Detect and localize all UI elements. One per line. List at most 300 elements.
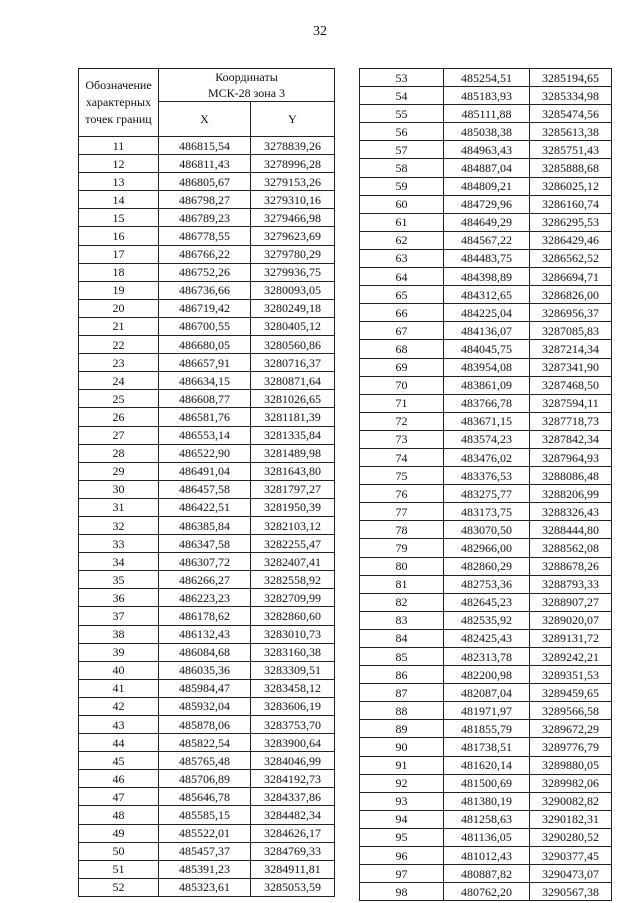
y-coordinate-cell: 3280560,86 (251, 336, 335, 354)
y-coordinate-cell: 3287214,34 (530, 340, 612, 358)
y-coordinate-cell: 3282255,47 (251, 535, 335, 553)
y-coordinate-cell: 3279310,16 (251, 191, 335, 209)
point-number-cell: 14 (79, 191, 159, 209)
x-coordinate-cell: 481855,79 (444, 720, 530, 738)
point-number-cell: 54 (360, 87, 444, 105)
table-row (79, 571, 335, 589)
x-coordinate-cell: 483376,53 (444, 467, 530, 485)
table-row (79, 281, 335, 299)
point-number-cell: 57 (360, 141, 444, 159)
point-number-cell: 22 (79, 336, 159, 354)
x-coordinate-cell: 486634,15 (159, 372, 251, 390)
x-coordinate-cell: 480762,20 (444, 883, 530, 901)
y-coordinate-cell: 3280405,12 (251, 317, 335, 335)
table-row (360, 123, 612, 141)
y-coordinate-cell: 3285888,68 (530, 159, 612, 177)
x-coordinate-cell: 484136,07 (444, 322, 530, 340)
y-coordinate-cell: 3285474,56 (530, 105, 612, 123)
point-number-cell: 95 (360, 828, 444, 846)
x-coordinate-cell: 484045,75 (444, 340, 530, 358)
x-coordinate-cell: 486084,68 (159, 643, 251, 661)
right-table-body (360, 69, 612, 901)
x-coordinate-cell: 484887,04 (444, 159, 530, 177)
table-row (360, 376, 612, 394)
table-row (360, 485, 612, 503)
point-number-cell: 77 (360, 503, 444, 521)
x-coordinate-cell: 485706,89 (159, 770, 251, 788)
y-coordinate-cell: 3287718,73 (530, 412, 612, 430)
point-number-cell: 42 (79, 697, 159, 715)
x-coordinate-cell: 483954,08 (444, 358, 530, 376)
point-number-cell: 94 (360, 810, 444, 828)
coordinate-system-label: МСК-28 зона 3 (207, 86, 286, 100)
x-coordinate-cell: 485254,51 (444, 69, 530, 87)
x-coordinate-cell: 484729,96 (444, 195, 530, 213)
y-coordinate-cell: 3284769,33 (251, 842, 335, 860)
point-number-cell: 51 (79, 860, 159, 878)
table-row (360, 105, 612, 123)
point-number-cell: 18 (79, 263, 159, 281)
x-coordinate-cell: 486798,27 (159, 191, 251, 209)
point-number-cell: 60 (360, 195, 444, 213)
y-coordinate-cell: 3281026,65 (251, 390, 335, 408)
point-number-cell: 89 (360, 720, 444, 738)
x-coordinate-cell: 483861,09 (444, 376, 530, 394)
x-coordinate-cell: 483173,75 (444, 503, 530, 521)
y-coordinate-cell: 3289459,65 (530, 684, 612, 702)
point-number-cell: 29 (79, 462, 159, 480)
x-coordinate-cell: 485038,38 (444, 123, 530, 141)
table-row (360, 304, 612, 322)
table-row (79, 137, 335, 155)
point-number-cell: 69 (360, 358, 444, 376)
point-number-cell: 17 (79, 245, 159, 263)
table-row (79, 553, 335, 571)
x-coordinate-cell: 486422,51 (159, 498, 251, 516)
x-coordinate-cell: 485765,48 (159, 752, 251, 770)
point-number-cell: 71 (360, 394, 444, 412)
x-header: X (159, 102, 251, 137)
y-coordinate-cell: 3282709,99 (251, 589, 335, 607)
x-coordinate-cell: 481012,43 (444, 847, 530, 865)
table-row (360, 340, 612, 358)
x-coordinate-cell: 486457,58 (159, 480, 251, 498)
y-coordinate-cell: 3280249,18 (251, 299, 335, 317)
point-number-cell: 46 (79, 770, 159, 788)
x-coordinate-cell: 482200,98 (444, 666, 530, 684)
table-row (79, 643, 335, 661)
y-coordinate-cell: 3285194,65 (530, 69, 612, 87)
y-coordinate-cell: 3290082,82 (530, 792, 612, 810)
point-number-cell: 47 (79, 788, 159, 806)
table-row (79, 263, 335, 281)
x-coordinate-cell: 485585,15 (159, 806, 251, 824)
y-coordinate-cell: 3283160,38 (251, 643, 335, 661)
table-row (79, 317, 335, 335)
page-number: 32 (313, 24, 327, 39)
x-coordinate-cell: 481620,14 (444, 756, 530, 774)
point-number-cell: 33 (79, 535, 159, 553)
table-row (360, 593, 612, 611)
y-coordinate-cell: 3288907,27 (530, 593, 612, 611)
point-number-cell: 90 (360, 738, 444, 756)
table-row (79, 155, 335, 173)
y-coordinate-cell: 3286956,37 (530, 304, 612, 322)
point-number-cell: 97 (360, 865, 444, 883)
y-coordinate-cell: 3289982,06 (530, 774, 612, 792)
table-row (79, 752, 335, 770)
y-coordinate-cell: 3287964,93 (530, 448, 612, 466)
table-row (360, 539, 612, 557)
x-coordinate-cell: 485522,01 (159, 824, 251, 842)
x-coordinate-cell: 486608,77 (159, 390, 251, 408)
y-coordinate-cell: 3284337,86 (251, 788, 335, 806)
point-number-cell: 31 (79, 498, 159, 516)
x-coordinate-cell: 486581,76 (159, 408, 251, 426)
y-coordinate-cell: 3287594,11 (530, 394, 612, 412)
table-row (79, 498, 335, 516)
table-row (79, 824, 335, 842)
y-coordinate-cell: 3279153,26 (251, 173, 335, 191)
table-row (79, 480, 335, 498)
x-coordinate-cell: 485878,06 (159, 716, 251, 734)
point-number-cell: 62 (360, 231, 444, 249)
x-coordinate-cell: 486491,04 (159, 462, 251, 480)
table-row (360, 774, 612, 792)
y-coordinate-cell: 3281797,27 (251, 480, 335, 498)
point-number-cell: 67 (360, 322, 444, 340)
y-coordinate-cell: 3288206,99 (530, 485, 612, 503)
y-coordinate-cell: 3278839,26 (251, 137, 335, 155)
point-number-cell: 68 (360, 340, 444, 358)
x-coordinate-cell: 486178,62 (159, 607, 251, 625)
table-row (360, 286, 612, 304)
y-coordinate-cell: 3286295,53 (530, 213, 612, 231)
x-coordinate-cell: 482645,23 (444, 593, 530, 611)
point-number-cell: 80 (360, 557, 444, 575)
y-coordinate-cell: 3287842,34 (530, 430, 612, 448)
x-coordinate-cell: 483574,23 (444, 430, 530, 448)
point-number-cell: 34 (79, 553, 159, 571)
table-row (79, 860, 335, 878)
table-row (79, 408, 335, 426)
point-number-cell: 91 (360, 756, 444, 774)
x-coordinate-cell: 486553,14 (159, 426, 251, 444)
table-row (79, 245, 335, 263)
x-coordinate-cell: 483070,50 (444, 521, 530, 539)
y-coordinate-cell: 3282407,41 (251, 553, 335, 571)
point-number-cell: 30 (79, 480, 159, 498)
x-coordinate-cell: 484809,21 (444, 177, 530, 195)
point-number-cell: 37 (79, 607, 159, 625)
table-row (360, 213, 612, 231)
y-header: Y (251, 102, 335, 137)
x-coordinate-cell: 486700,55 (159, 317, 251, 335)
y-coordinate-cell: 3279780,29 (251, 245, 335, 263)
x-coordinate-cell: 486385,84 (159, 516, 251, 534)
point-number-cell: 35 (79, 571, 159, 589)
point-number-cell: 81 (360, 575, 444, 593)
y-coordinate-cell: 3283753,70 (251, 716, 335, 734)
table-row (360, 177, 612, 195)
table-row (79, 788, 335, 806)
table-row (79, 462, 335, 480)
table-row (360, 702, 612, 720)
y-coordinate-cell: 3289351,53 (530, 666, 612, 684)
point-number-cell: 11 (79, 137, 159, 155)
table-row (360, 195, 612, 213)
point-number-cell: 75 (360, 467, 444, 485)
point-number-cell: 36 (79, 589, 159, 607)
y-coordinate-cell: 3287341,90 (530, 358, 612, 376)
x-coordinate-cell: 485984,47 (159, 679, 251, 697)
y-coordinate-cell: 3289776,79 (530, 738, 612, 756)
coordinates-header (159, 69, 335, 102)
table-row (360, 521, 612, 539)
table-row (79, 679, 335, 697)
table-row (360, 810, 612, 828)
point-number-cell: 12 (79, 155, 159, 173)
x-coordinate-cell: 482535,92 (444, 611, 530, 629)
x-coordinate-cell: 485646,78 (159, 788, 251, 806)
y-coordinate-cell: 3281643,80 (251, 462, 335, 480)
y-coordinate-cell: 3289242,21 (530, 648, 612, 666)
x-coordinate-cell: 485391,23 (159, 860, 251, 878)
table-row (360, 430, 612, 448)
x-coordinate-cell: 486811,43 (159, 155, 251, 173)
x-coordinate-cell: 483476,02 (444, 448, 530, 466)
y-coordinate-cell: 3286694,71 (530, 268, 612, 286)
x-coordinate-cell: 481500,69 (444, 774, 530, 792)
y-coordinate-cell: 3289672,29 (530, 720, 612, 738)
y-coordinate-cell: 3285053,59 (251, 878, 335, 896)
point-number-cell: 93 (360, 792, 444, 810)
table-row (360, 249, 612, 267)
x-coordinate-cell: 485323,61 (159, 878, 251, 896)
x-coordinate-cell: 486805,67 (159, 173, 251, 191)
y-coordinate-cell: 3288678,26 (530, 557, 612, 575)
point-number-cell: 44 (79, 734, 159, 752)
table-row (79, 535, 335, 553)
y-coordinate-cell: 3281335,84 (251, 426, 335, 444)
point-number-cell: 45 (79, 752, 159, 770)
y-coordinate-cell: 3282558,92 (251, 571, 335, 589)
x-coordinate-cell: 481380,19 (444, 792, 530, 810)
table-row (79, 336, 335, 354)
table-row (79, 770, 335, 788)
point-number-cell: 85 (360, 648, 444, 666)
point-number-cell: 64 (360, 268, 444, 286)
table-row (79, 444, 335, 462)
table-row (79, 697, 335, 715)
y-coordinate-cell: 3283458,12 (251, 679, 335, 697)
table-row (360, 575, 612, 593)
point-number-cell: 98 (360, 883, 444, 901)
y-coordinate-cell: 3289880,05 (530, 756, 612, 774)
point-number-cell: 87 (360, 684, 444, 702)
x-coordinate-cell: 481738,51 (444, 738, 530, 756)
y-coordinate-cell: 3283606,19 (251, 697, 335, 715)
y-coordinate-cell: 3290377,45 (530, 847, 612, 865)
point-number-cell: 39 (79, 643, 159, 661)
y-coordinate-cell: 3288444,80 (530, 521, 612, 539)
table-row (79, 209, 335, 227)
y-coordinate-cell: 3286160,74 (530, 195, 612, 213)
x-coordinate-cell: 484649,29 (444, 213, 530, 231)
y-coordinate-cell: 3282103,12 (251, 516, 335, 534)
point-number-cell: 79 (360, 539, 444, 557)
point-number-cell: 27 (79, 426, 159, 444)
table-row (360, 159, 612, 177)
table-row (360, 883, 612, 901)
x-coordinate-cell: 485932,04 (159, 697, 251, 715)
x-coordinate-cell: 485111,88 (444, 105, 530, 123)
table-row (360, 448, 612, 466)
table-row (79, 625, 335, 643)
header-row (79, 69, 335, 102)
table-row (360, 87, 612, 105)
x-coordinate-cell: 484225,04 (444, 304, 530, 322)
point-number-cell: 24 (79, 372, 159, 390)
y-coordinate-cell: 3284192,73 (251, 770, 335, 788)
y-coordinate-cell: 3288086,48 (530, 467, 612, 485)
y-coordinate-cell: 3286429,46 (530, 231, 612, 249)
point-number-cell: 58 (360, 159, 444, 177)
point-designation-header: Обозначение характерных точек границ (79, 69, 159, 137)
point-number-cell: 28 (79, 444, 159, 462)
y-coordinate-cell: 3285751,43 (530, 141, 612, 159)
coordinates-title: Координаты (215, 70, 278, 84)
table-row (360, 231, 612, 249)
table-row (79, 878, 335, 896)
x-coordinate-cell: 486266,27 (159, 571, 251, 589)
x-coordinate-cell: 482425,43 (444, 629, 530, 647)
x-coordinate-cell: 484567,22 (444, 231, 530, 249)
table-row (360, 268, 612, 286)
table-row (79, 842, 335, 860)
y-coordinate-cell: 3285613,38 (530, 123, 612, 141)
point-number-cell: 40 (79, 661, 159, 679)
y-coordinate-cell: 3283309,51 (251, 661, 335, 679)
point-number-cell: 70 (360, 376, 444, 394)
point-number-cell: 83 (360, 611, 444, 629)
point-number-cell: 16 (79, 227, 159, 245)
point-number-cell: 74 (360, 448, 444, 466)
y-coordinate-cell: 3280093,05 (251, 281, 335, 299)
point-number-cell: 86 (360, 666, 444, 684)
x-coordinate-cell: 486778,55 (159, 227, 251, 245)
table-row (360, 666, 612, 684)
table-row (360, 69, 612, 87)
point-number-cell: 56 (360, 123, 444, 141)
point-number-cell: 48 (79, 806, 159, 824)
point-number-cell: 52 (79, 878, 159, 896)
table-row (360, 792, 612, 810)
table-row (360, 648, 612, 666)
x-coordinate-cell: 486815,54 (159, 137, 251, 155)
table-row (79, 716, 335, 734)
point-number-cell: 96 (360, 847, 444, 865)
x-coordinate-cell: 482087,04 (444, 684, 530, 702)
x-coordinate-cell: 486347,58 (159, 535, 251, 553)
x-coordinate-cell: 485822,54 (159, 734, 251, 752)
coordinates-table-right (359, 68, 612, 901)
x-coordinate-cell: 486522,90 (159, 444, 251, 462)
x-coordinate-cell: 484963,43 (444, 141, 530, 159)
table-row (79, 806, 335, 824)
point-number-cell: 41 (79, 679, 159, 697)
table-row (360, 557, 612, 575)
y-coordinate-cell: 3289020,07 (530, 611, 612, 629)
point-number-cell: 32 (79, 516, 159, 534)
table-row (360, 684, 612, 702)
coordinates-table-left (78, 68, 335, 897)
table-row (360, 865, 612, 883)
point-number-cell: 15 (79, 209, 159, 227)
y-coordinate-cell: 3290182,31 (530, 810, 612, 828)
table-row (79, 661, 335, 679)
point-number-cell: 49 (79, 824, 159, 842)
y-coordinate-cell: 3279623,69 (251, 227, 335, 245)
y-coordinate-cell: 3278996,28 (251, 155, 335, 173)
point-number-cell: 73 (360, 430, 444, 448)
point-number-cell: 19 (79, 281, 159, 299)
x-coordinate-cell: 482860,29 (444, 557, 530, 575)
table-row (360, 611, 612, 629)
table-row (360, 828, 612, 846)
x-coordinate-cell: 483275,77 (444, 485, 530, 503)
y-coordinate-cell: 3289131,72 (530, 629, 612, 647)
table-row (360, 358, 612, 376)
point-number-cell: 55 (360, 105, 444, 123)
y-coordinate-cell: 3280716,37 (251, 354, 335, 372)
table-row (79, 426, 335, 444)
table-row (79, 227, 335, 245)
table-row (360, 322, 612, 340)
table-row (360, 738, 612, 756)
x-coordinate-cell: 486657,91 (159, 354, 251, 372)
x-coordinate-cell: 486223,23 (159, 589, 251, 607)
table-row (360, 412, 612, 430)
table-row (79, 173, 335, 191)
table-row (79, 589, 335, 607)
x-coordinate-cell: 481258,63 (444, 810, 530, 828)
x-coordinate-cell: 486307,72 (159, 553, 251, 571)
x-coordinate-cell: 486766,22 (159, 245, 251, 263)
point-number-cell: 78 (360, 521, 444, 539)
point-number-cell: 25 (79, 390, 159, 408)
table-row (360, 467, 612, 485)
x-coordinate-cell: 486719,42 (159, 299, 251, 317)
point-number-cell: 59 (360, 177, 444, 195)
y-coordinate-cell: 3284482,34 (251, 806, 335, 824)
y-coordinate-cell: 3287468,50 (530, 376, 612, 394)
x-coordinate-cell: 484483,75 (444, 249, 530, 267)
point-number-cell: 20 (79, 299, 159, 317)
y-coordinate-cell: 3285334,98 (530, 87, 612, 105)
y-coordinate-cell: 3281181,39 (251, 408, 335, 426)
point-number-cell: 84 (360, 629, 444, 647)
table-row (79, 191, 335, 209)
point-number-cell: 66 (360, 304, 444, 322)
y-coordinate-cell: 3280871,64 (251, 372, 335, 390)
y-coordinate-cell: 3290567,38 (530, 883, 612, 901)
x-coordinate-cell: 485183,93 (444, 87, 530, 105)
x-coordinate-cell: 480887,82 (444, 865, 530, 883)
x-coordinate-cell: 486789,23 (159, 209, 251, 227)
point-number-cell: 13 (79, 173, 159, 191)
y-coordinate-cell: 3283010,73 (251, 625, 335, 643)
